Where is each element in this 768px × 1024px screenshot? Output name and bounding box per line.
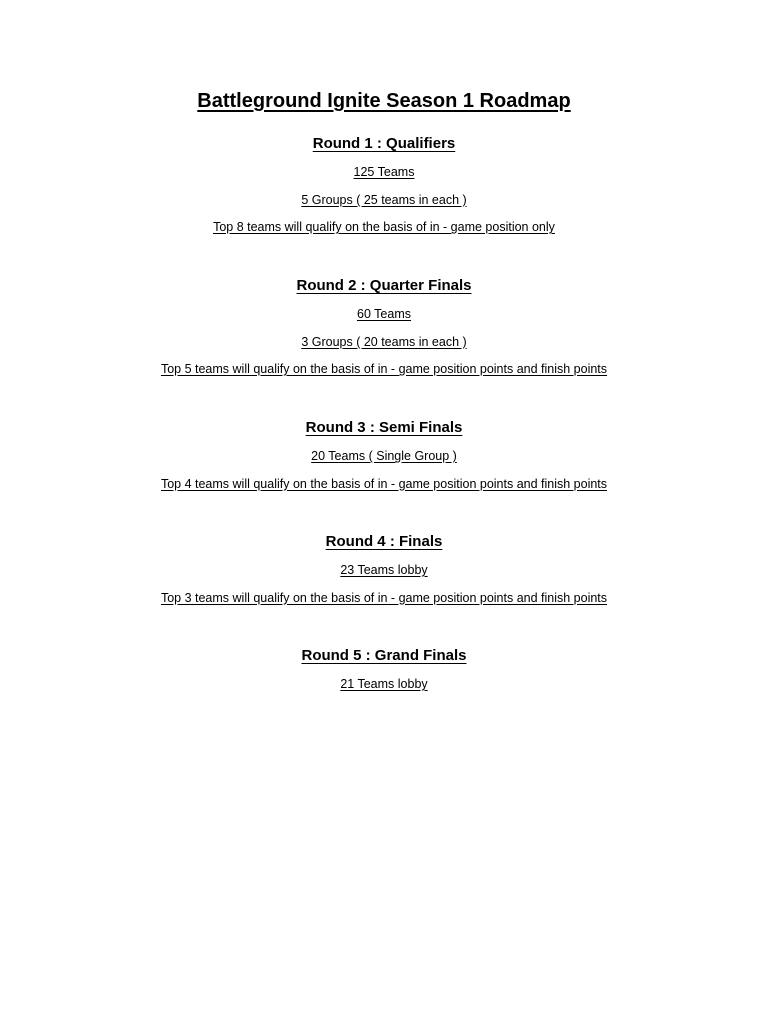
document-title: Battleground Ignite Season 1 Roadmap — [197, 90, 571, 112]
round-3-heading: Round 3 : Semi Finals — [305, 419, 463, 436]
round-1-groups: 5 Groups ( 25 teams in each ) — [301, 192, 467, 207]
round-1-team-count: 125 Teams — [353, 165, 415, 179]
round-2-groups: 3 Groups ( 20 teams in each ) — [301, 334, 467, 349]
round-3-section — [0, 418, 768, 503]
round-2-team-count: 60 Teams — [357, 307, 411, 321]
round-1-qualification-rule: Top 8 teams will qualify on the basis of in - game position only — [213, 220, 555, 234]
round-2-heading: Round 2 : Quarter Finals — [296, 277, 472, 294]
round-1-section — [0, 134, 768, 247]
round-1-heading: Round 1 : Qualifiers — [312, 135, 456, 152]
round-5-heading: Round 5 : Grand Finals — [301, 647, 467, 664]
round-4-section — [0, 532, 768, 617]
round-4-heading: Round 4 : Finals — [325, 533, 443, 550]
round-2-section — [0, 276, 768, 389]
round-2-qualification-rule: Top 5 teams will qualify on the basis of in - game position points and finish points — [160, 362, 608, 376]
round-5-section — [0, 646, 768, 704]
round-5-team-count: 21 Teams lobby — [340, 677, 428, 691]
round-3-qualification-rule: Top 4 teams will qualify on the basis of in - game position points and finish points — [160, 476, 608, 491]
round-3-team-count: 20 Teams ( Single Group ) — [311, 449, 457, 463]
round-4-qualification-rule: Top 3 teams will qualify on the basis of in - game position points and finish points — [160, 590, 608, 605]
round-4-team-count: 23 Teams lobby — [340, 563, 428, 577]
